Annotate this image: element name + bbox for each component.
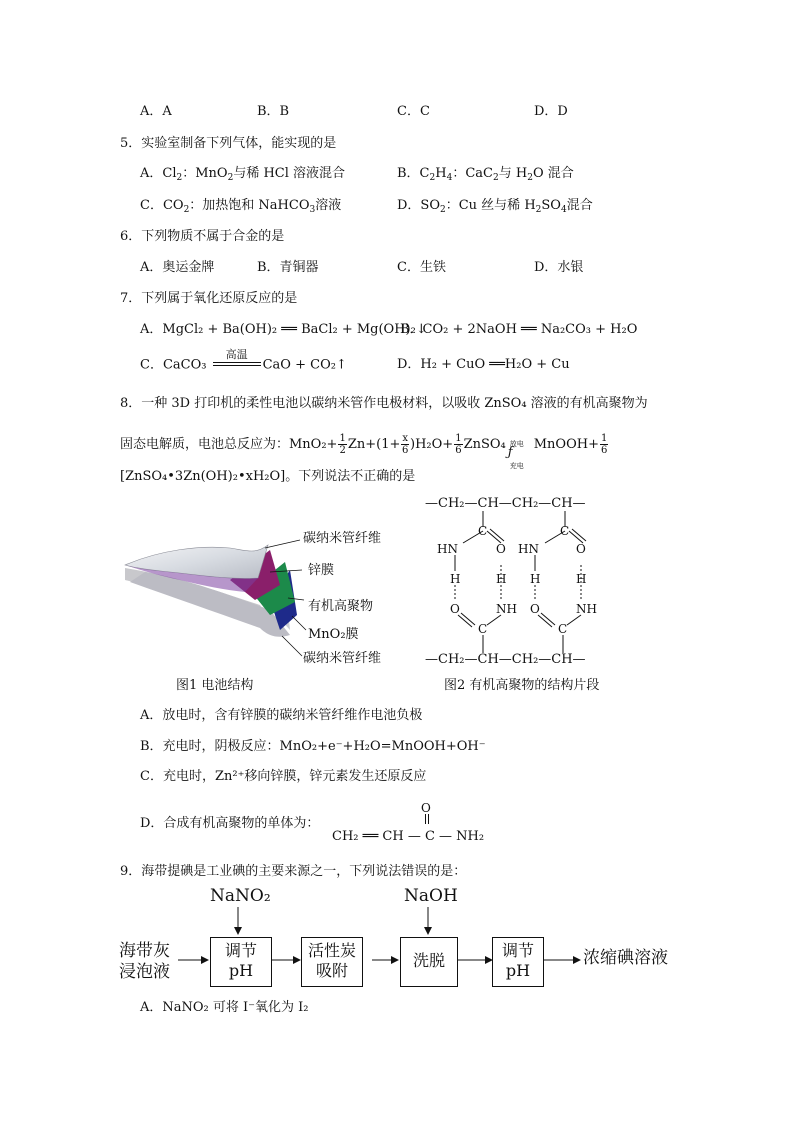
q6-option-b: B．青铜器 [257, 260, 319, 275]
q8-option-d: D．合成有机高聚物的单体为： [140, 816, 320, 831]
fig1-label-mno2: MnO₂膜 [308, 627, 359, 642]
fig2-c-right-top: C [560, 524, 570, 538]
q5-option-b: B．$C_2H_4$：CaC$_2$与 $H_2O$ 混合 [397, 166, 574, 183]
q7-stem: 7．下列属于氧化还原反应的是 [120, 291, 298, 306]
q7-option-d: D．H₂ + CuO ══H₂O + Cu [397, 357, 570, 372]
q5-option-c: C．$CO_2$：加热饱和 NaHCO$_3$溶液 [140, 198, 342, 215]
fig2-o-left-bottom: O [450, 602, 460, 616]
fig2-nh-left: NH [496, 602, 517, 616]
q8-d-double-bond [425, 814, 427, 824]
q9-end-product: 浓缩碘溶液 [583, 948, 668, 968]
reaction-condition: 高温 [225, 348, 248, 361]
fig2-hn-left: HN [437, 542, 458, 556]
q9-reagent-naoh: NaOH [404, 886, 458, 906]
q8-option-a: A．放电时，含有锌膜的碳纳米管纤维作电池负极 [140, 708, 423, 723]
fig2-top-chain: —CH₂—CH—CH₂—CH— [425, 496, 586, 511]
fig2-h-left2: H [496, 572, 507, 586]
q8-d-oxygen: O [421, 801, 431, 815]
fig2-c-left-bottom: C [478, 622, 488, 636]
q7-option-a: A．MgCl₂ + Ba(OH)₂ ══ BaCl₂ + Mg(OH)₂↓ [140, 322, 427, 337]
q8-line2: 固态电解质，电池总反应为：MnO₂+ $\frac{1}{2}$ Zn+(1+ $\frac{x}{6}$ )H₂O+ $\frac{1}{6}$ ZnSO₄ 放电 ƒ 充电 MnOOH+ $\frac{1}{6}$ [120, 433, 608, 470]
q9-box-elution: 洗脱 [400, 937, 458, 987]
q9-stem: 9．海带提碘是工业碘的主要来源之一，下列说法错误的是： [120, 864, 467, 879]
fig2-c-right-bottom: C [558, 622, 568, 636]
fig2-h-right2: H [576, 572, 587, 586]
q8-line1: 8．一种 3D 打印机的柔性电池以碳纳米管作电极材料，以吸收 ZnSO₄ 溶液的有机高聚物为 [120, 396, 648, 411]
q9-option-a: A．NaNO₂ 可将 I⁻氧化为 I₂ [140, 1000, 309, 1015]
fig1-label-zinc: 锌膜 [308, 563, 335, 578]
fig2-c-left-top: C [478, 524, 488, 538]
fig2-nh-right: NH [576, 602, 597, 616]
q9-reagent-nano2: NaNO₂ [210, 886, 271, 906]
q5-option-a: A．$Cl_2$：MnO$_2$与稀 HCl 溶液混合 [140, 166, 346, 183]
q8-line3: [ZnSO₄•3Zn(OH)₂•xH₂O]。下列说法不正确的是 [120, 469, 416, 484]
q6-option-d: D．水银 [534, 260, 584, 275]
q4-option-b: B．B [257, 104, 290, 119]
q7-option-c: C．CaCO₃ 高温 CaO + CO₂↑ [140, 348, 347, 373]
q6-option-a: A．奥运金牌 [140, 260, 215, 275]
fig2-h-left: H [450, 572, 461, 586]
q8-option-b: B．充电时，阴极反应：MnO₂+e⁻+H₂O=MnOOH+OH⁻ [140, 739, 486, 754]
fig2-o-left-top: O [496, 542, 506, 556]
q6-option-c: C．生铁 [397, 260, 446, 275]
fig1-label-top-fiber: 碳纳米管纤维 [303, 531, 382, 546]
fig2-h-right: H [530, 572, 541, 586]
q4-option-d: D．D [534, 104, 568, 119]
q7-option-b: B．CO₂ + 2NaOH ══ Na₂CO₃ + H₂O [400, 322, 638, 337]
reversible-arrow: 放电 ƒ 充电 [507, 439, 524, 470]
q9-box-adjust-ph-2: 调节 pH [492, 937, 544, 987]
fig1-label-bottom-fiber: 碳纳米管纤维 [303, 651, 382, 666]
fig1-label-polymer: 有机高聚物 [308, 599, 374, 614]
q9-box-adjust-ph-1: 调节 pH [210, 937, 272, 987]
q4-option-c: C．C [397, 104, 430, 119]
q9-start-line2: 浸泡液 [119, 962, 170, 982]
q9-start-line1: 海带灰 [119, 941, 170, 961]
q5-stem: 5．实验室制备下列气体，能实现的是 [120, 136, 337, 151]
fig1-caption: 图1 电池结构 [176, 678, 254, 693]
fig2-caption: 图2 有机高聚物的结构片段 [444, 678, 600, 693]
fig2-o-right-bottom: O [530, 602, 540, 616]
q4-option-a: A．A [140, 104, 172, 119]
q8-option-c: C．充电时，Zn²⁺移向锌膜，锌元素发生还原反应 [140, 769, 427, 784]
q9-box-activated-carbon: 活性炭 吸附 [301, 937, 363, 987]
fig2-bottom-chain: —CH₂—CH—CH₂—CH— [425, 652, 586, 667]
q5-option-d: D．$SO_2$：Cu 丝与稀 $H_2SO_4$混合 [397, 198, 593, 215]
q6-stem: 6．下列物质不属于合金的是 [120, 229, 285, 244]
fig2-hn-right: HN [518, 542, 539, 556]
fig2-o-right-top: O [576, 542, 586, 556]
q8-d-monomer: CH₂ ══ CH — C — NH₂ [332, 829, 485, 844]
